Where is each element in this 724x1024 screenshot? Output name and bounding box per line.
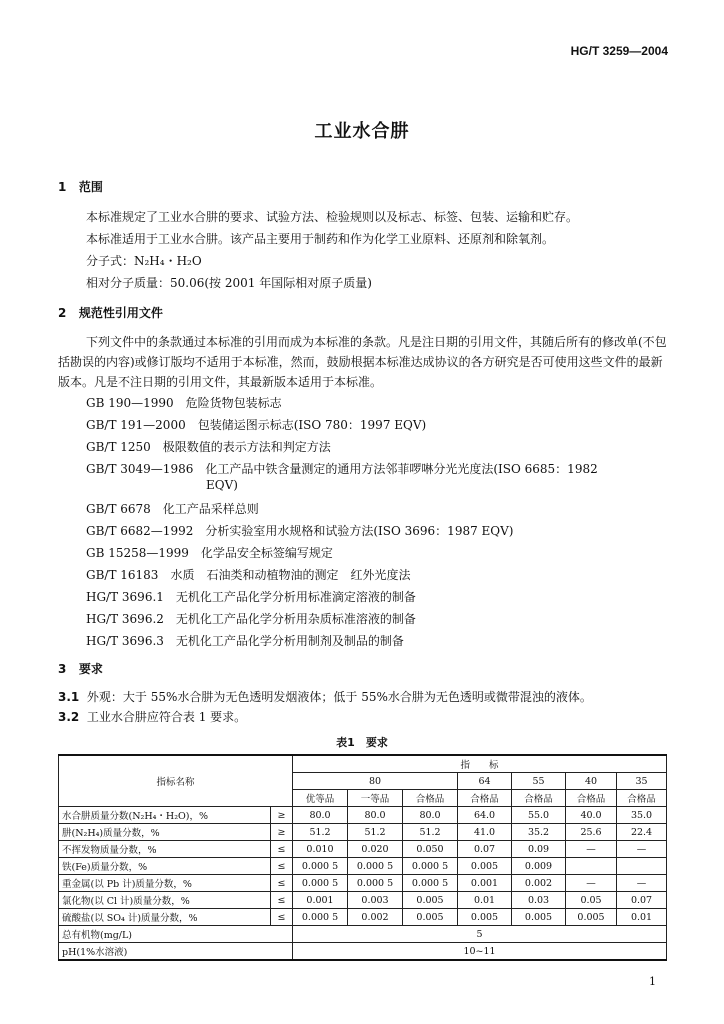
table-row — [59, 909, 667, 926]
reference-item: GB/T 6682—1992 分析实验室用水规格和试验方法(ISO 3696：1987 EQV) — [86, 524, 514, 538]
cell-value: 0.07 — [617, 892, 667, 909]
class-header: 合格品 — [512, 790, 566, 807]
cell-value: 0.050 — [403, 841, 458, 858]
cell-value: 0.000 5 — [348, 875, 403, 892]
reference-item: HG/T 3696.1 无机化工产品化学分析用标准滴定溶液的制备 — [86, 590, 416, 604]
reference-item: GB 15258—1999 化学品安全标签编写规定 — [86, 546, 333, 560]
row-condition: ≥ — [271, 807, 293, 824]
molecular-formula: 分子式：N₂H₄・H₂O — [86, 254, 202, 268]
cell-value: — — [617, 841, 667, 858]
row-condition: ≤ — [271, 875, 293, 892]
page-number: 1 — [649, 975, 656, 988]
cell-value: 80.0 — [348, 807, 403, 824]
cell-value — [566, 858, 617, 875]
cell-value: — — [617, 875, 667, 892]
table-row — [59, 824, 667, 841]
cell-value: 0.09 — [512, 841, 566, 858]
row-condition: ≤ — [271, 841, 293, 858]
cell-value: 0.000 5 — [293, 909, 348, 926]
grade-header: 40 — [566, 773, 617, 790]
row-name: pH(1%水溶液) — [59, 943, 293, 961]
cell-value: 10~11 — [293, 943, 667, 961]
class-header: 合格品 — [617, 790, 667, 807]
cell-value: 0.005 — [512, 909, 566, 926]
cell-value: 0.002 — [512, 875, 566, 892]
class-header: 合格品 — [403, 790, 458, 807]
cell-value: 0.000 5 — [348, 858, 403, 875]
class-header: 一等品 — [348, 790, 403, 807]
row-name: 重金属(以 Pb 计)质量分数，% — [59, 875, 271, 892]
table-row — [59, 892, 667, 909]
cell-value: 0.010 — [293, 841, 348, 858]
cell-value: 0.020 — [348, 841, 403, 858]
grade-header: 35 — [617, 773, 667, 790]
clause-3-2 — [58, 708, 246, 725]
cell-value: 51.2 — [403, 824, 458, 841]
reference-item-continuation: EQV) — [206, 478, 238, 492]
cell-value: 0.005 — [403, 909, 458, 926]
standard-number: HG/T 3259—2004 — [570, 44, 668, 58]
cell-value: 0.07 — [458, 841, 512, 858]
cell-value: 51.2 — [293, 824, 348, 841]
table-row — [59, 926, 667, 943]
clause-number: 3.1 — [58, 690, 80, 704]
cell-value: 64.0 — [458, 807, 512, 824]
row-name: 肼(N₂H₄)质量分数，% — [59, 824, 271, 841]
cell-value: 40.0 — [566, 807, 617, 824]
class-header: 优等品 — [293, 790, 348, 807]
reference-item: GB/T 6678 化工产品采样总则 — [86, 502, 259, 516]
table-row — [59, 841, 667, 858]
table-row — [59, 807, 667, 824]
cell-value: 51.2 — [348, 824, 403, 841]
table-caption: 表1 要求 — [336, 736, 388, 749]
requirements-table — [58, 754, 667, 961]
row-name: 氯化物(以 Cl 计)质量分数，% — [59, 892, 271, 909]
reference-item: HG/T 3696.3 无机化工产品化学分析用制剂及制品的制备 — [86, 634, 404, 648]
cell-value: 0.002 — [348, 909, 403, 926]
cell-value: 35.0 — [617, 807, 667, 824]
row-condition: ≤ — [271, 892, 293, 909]
document-title: 工业水合肼 — [314, 121, 410, 142]
cell-value: 80.0 — [403, 807, 458, 824]
row-condition: ≤ — [271, 858, 293, 875]
section-1-paragraph: 本标准规定了工业水合肼的要求、试验方法、检验规则以及标志、标签、包装、运输和贮存。 — [86, 210, 579, 224]
cell-value: 55.0 — [512, 807, 566, 824]
grade-header: 64 — [458, 773, 512, 790]
cell-value: 35.2 — [512, 824, 566, 841]
section-2-intro: 下列文件中的条款通过本标准的引用而成为本标准的条款。凡是注日期的引用文件，其随后所有的修改单(不包括勘误的内容)或修订版均不适用于本标准，然而，鼓励根据本标准达成协议的各方研究是否可使用这些文件的最新版本。凡是不注日期的引用文件，其最新版本适用于本标准。 — [58, 335, 667, 389]
cell-value: 5 — [293, 926, 667, 943]
table-row — [59, 875, 667, 892]
row-name: 不挥发物质量分数，% — [59, 841, 271, 858]
cell-value: 0.001 — [293, 892, 348, 909]
cell-value: 0.03 — [512, 892, 566, 909]
row-name: 水合肼质量分数(N₂H₄・H₂O)，% — [59, 807, 271, 824]
cell-value: 0.003 — [348, 892, 403, 909]
cell-value: 0.000 5 — [293, 875, 348, 892]
class-header: 合格品 — [566, 790, 617, 807]
row-name: 铁(Fe)质量分数，% — [59, 858, 271, 875]
table-row — [59, 858, 667, 875]
cell-value: 0.005 — [566, 909, 617, 926]
reference-item: GB/T 16183 水质 石油类和动植物油的测定 红外光度法 — [86, 568, 411, 582]
row-name: 硫酸盐(以 SO₄ 计)质量分数，% — [59, 909, 271, 926]
cell-value: 80.0 — [293, 807, 348, 824]
cell-value: 0.01 — [458, 892, 512, 909]
reference-item: GB/T 191—2000 包装储运图示标志(ISO 780：1997 EQV) — [86, 418, 427, 432]
item-name-header: 指标名称 — [59, 755, 293, 807]
row-condition: ≤ — [271, 909, 293, 926]
cell-value: 41.0 — [458, 824, 512, 841]
clause-text: 外观：大于 55%水合肼为无色透明发烟液体；低于 55%水合肼为无色透明或微带混浊的液体。 — [86, 690, 592, 704]
table-row — [59, 943, 667, 961]
reference-item: GB 190—1990 危险货物包装标志 — [86, 396, 282, 410]
grade-header: 55 — [512, 773, 566, 790]
spec-header: 指 标 — [293, 755, 667, 773]
cell-value — [617, 858, 667, 875]
clause-text: 工业水合肼应符合表 1 要求。 — [86, 710, 247, 724]
cell-value: 0.05 — [566, 892, 617, 909]
section-1-heading: 1 范围 — [58, 180, 103, 194]
clause-number: 3.2 — [58, 710, 80, 724]
reference-item: GB/T 3049—1986 化工产品中铁含量测定的通用方法邻菲啰啉分光光度法(ISO 6685：1982 — [86, 462, 598, 476]
cell-value: 0.009 — [512, 858, 566, 875]
cell-value: 25.6 — [566, 824, 617, 841]
cell-value: 0.01 — [617, 909, 667, 926]
reference-item: HG/T 3696.2 无机化工产品化学分析用杂质标准溶液的制备 — [86, 612, 416, 626]
row-condition: ≥ — [271, 824, 293, 841]
section-1-paragraph: 本标准适用于工业水合肼。该产品主要用于制药和作为化学工业原料、还原剂和除氧剂。 — [86, 232, 555, 246]
section-2-heading: 2 规范性引用文件 — [58, 306, 163, 320]
cell-value: 0.005 — [458, 858, 512, 875]
cell-value: 0.000 5 — [403, 875, 458, 892]
clause-3-1 — [58, 688, 592, 705]
cell-value: 0.005 — [458, 909, 512, 926]
molecular-mass: 相对分子质量：50.06(按 2001 年国际相对原子质量) — [86, 276, 372, 290]
cell-value: 0.000 5 — [293, 858, 348, 875]
cell-value: 0.000 5 — [403, 858, 458, 875]
row-name: 总有机物(mg/L) — [59, 926, 293, 943]
reference-item: GB/T 1250 极限数值的表示方法和判定方法 — [86, 440, 331, 454]
cell-value: — — [566, 841, 617, 858]
class-header: 合格品 — [458, 790, 512, 807]
cell-value: 0.001 — [458, 875, 512, 892]
grade-header: 80 — [293, 773, 458, 790]
cell-value: 22.4 — [617, 824, 667, 841]
cell-value: 0.005 — [403, 892, 458, 909]
cell-value: — — [566, 875, 617, 892]
section-3-heading: 3 要求 — [58, 662, 103, 676]
